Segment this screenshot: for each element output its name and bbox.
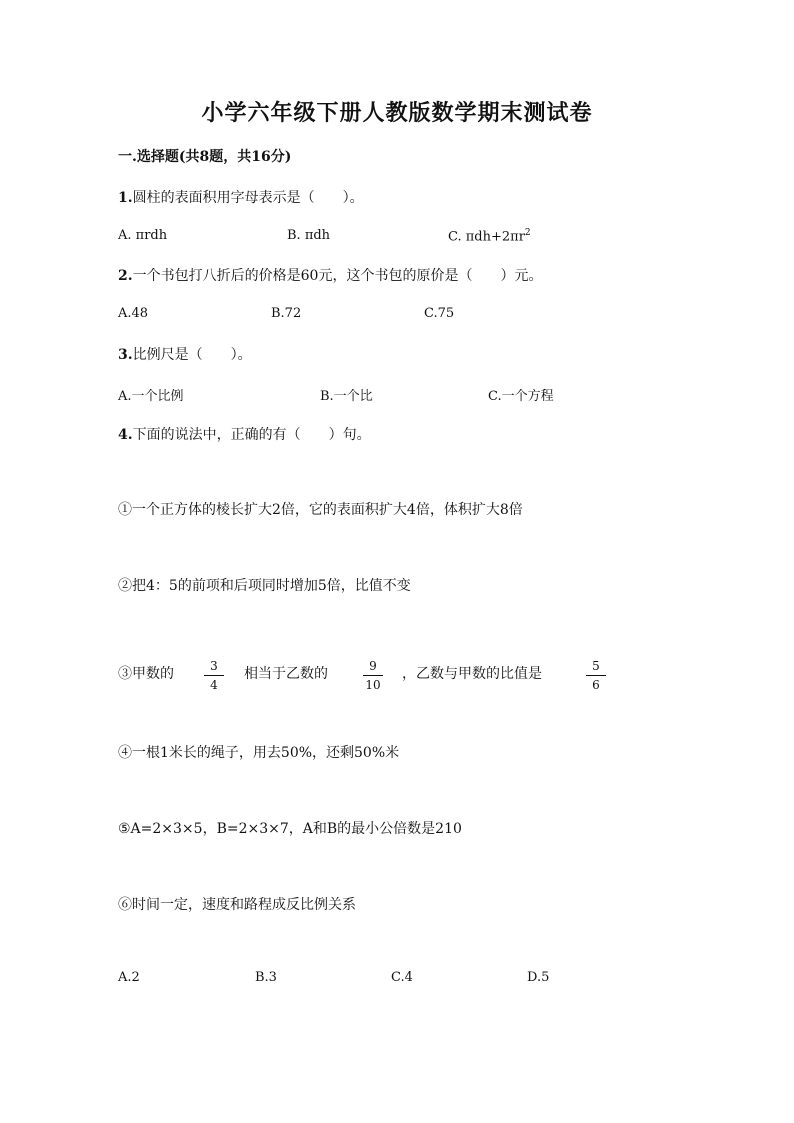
option-c — [448, 228, 531, 244]
denominator: 10 — [365, 678, 381, 692]
question-1 — [118, 187, 364, 207]
option-c: C.75 — [424, 306, 455, 321]
denominator: 4 — [210, 678, 218, 692]
fraction-five-sixths — [584, 658, 608, 693]
question-text: 一个书包打八折后的价格是60元，这个书包的原价是（ ）元。 — [132, 268, 543, 284]
option-b: B. πdh — [287, 228, 331, 243]
option-b: B.一个比 — [320, 389, 373, 404]
numerator: 3 — [210, 659, 218, 673]
statement-5: ⑤A=2×3×5，B=2×3×7，A和B的最小公倍数是210 — [118, 821, 462, 837]
page-title: 小学六年级下册人教版数学期末测试卷 — [201, 100, 593, 126]
fraction-bar — [363, 675, 383, 676]
question-3 — [118, 344, 252, 364]
statement-1: ①一个正方体的棱长扩大2倍，它的表面积扩大4倍，体积扩大8倍 — [118, 502, 523, 518]
question-text: 比例尺是（ ）。 — [132, 347, 252, 363]
statement-2: ②把4：5的前项和后项同时增加5倍，比值不变 — [118, 578, 411, 594]
option-b: B.3 — [255, 970, 277, 985]
question-text: 圆柱的表面积用字母表示是（ ）。 — [132, 190, 364, 206]
numerator: 5 — [592, 659, 600, 673]
statement-3-part3: ，乙数与甲数的比值是 — [402, 666, 542, 682]
question-number: 2. — [118, 268, 133, 284]
denominator: 6 — [592, 678, 600, 692]
statement-3-part2: 相当于乙数的 — [244, 666, 328, 682]
option-c: C.一个方程 — [488, 389, 554, 404]
fraction-three-quarters — [202, 658, 226, 693]
option-c-text: C. πdh+2πr — [448, 229, 525, 245]
statement-4: ④一根1米长的绳子，用去50%，还剩50%米 — [118, 745, 400, 761]
numerator: 9 — [369, 659, 377, 673]
option-d: D.5 — [527, 970, 550, 985]
question-4 — [118, 424, 371, 444]
fraction-bar — [204, 675, 224, 676]
option-a: A.48 — [118, 306, 149, 321]
question-2 — [118, 265, 542, 285]
question-number: 1. — [118, 190, 133, 206]
question-text: 下面的说法中，正确的有（ ）句。 — [132, 427, 371, 443]
statement-3-part1: ③甲数的 — [118, 666, 174, 682]
fraction-bar — [586, 675, 606, 676]
option-a: A.一个比例 — [118, 389, 184, 404]
option-b: B.72 — [271, 306, 302, 321]
option-c: C.4 — [391, 970, 413, 985]
section-heading: 一.选择题(共8题，共16分) — [118, 149, 292, 165]
question-number: 4. — [118, 427, 133, 443]
option-a: A.2 — [118, 970, 140, 985]
fraction-nine-tenths — [361, 658, 385, 693]
option-a: A. πrdh — [118, 228, 168, 243]
statement-6: ⑥时间一定，速度和路程成反比例关系 — [118, 897, 356, 913]
exponent: 2 — [524, 228, 531, 238]
question-number: 3. — [118, 347, 133, 363]
